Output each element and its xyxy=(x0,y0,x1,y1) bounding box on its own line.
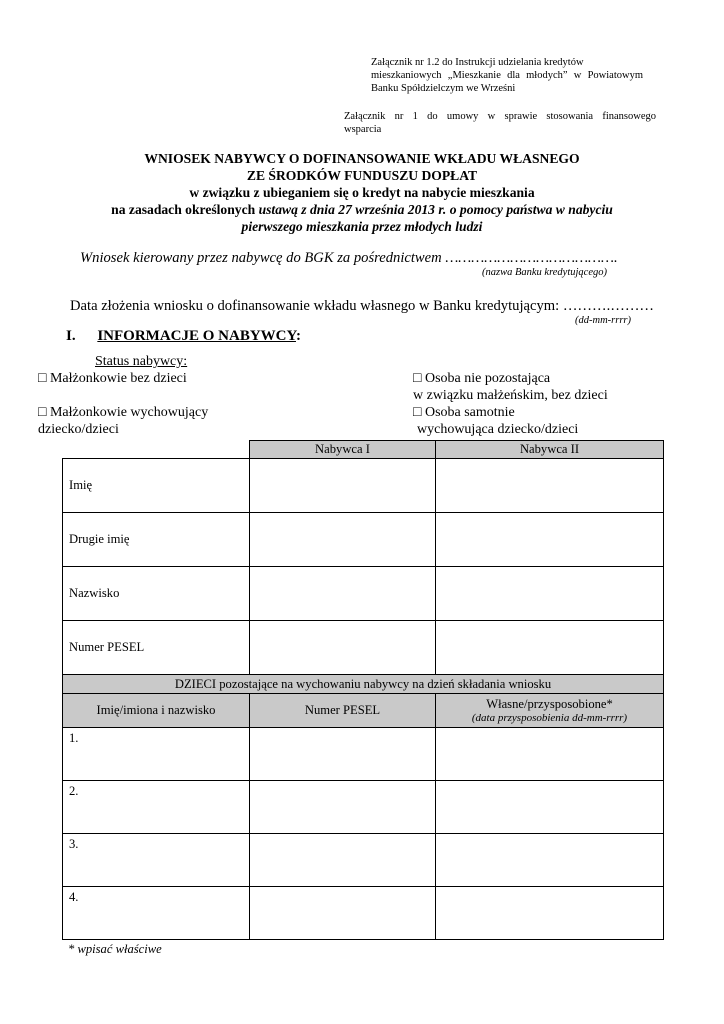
child-1-pesel-field[interactable] xyxy=(250,728,436,781)
row-label-pesel: Numer PESEL xyxy=(63,621,250,675)
title-line: ZE ŚRODKÓW FUNDUSZU DOPŁAT xyxy=(246,168,478,183)
title-line xyxy=(60,201,664,218)
column-header-subtext: (data przysposobienia dd-mm-rrrr) xyxy=(471,711,628,724)
child-row-number: 1. xyxy=(63,728,250,781)
section-number: I. xyxy=(66,328,76,344)
children-section-heading: DZIECI pozostające na wychowaniu nabywcy na dzień składania wniosku xyxy=(63,675,664,694)
status-option-text: wychowująca dziecko/dzieci xyxy=(417,422,579,437)
annex-note-line: Załącznik nr 1 do umowy w sprawie stosowania finansowego xyxy=(344,111,656,122)
children-header-row xyxy=(63,694,664,728)
section-heading xyxy=(66,328,301,345)
title-line-italic: pierwszego mieszkania przez młodych ludzi xyxy=(241,219,483,234)
column-header-child-status xyxy=(436,694,664,728)
child-1-status-field[interactable] xyxy=(436,728,664,781)
pesel-buyer-1-field[interactable] xyxy=(250,621,436,675)
empty-corner-cell xyxy=(63,441,250,459)
table-row xyxy=(63,567,664,621)
second-name-buyer-1-field[interactable] xyxy=(250,513,436,567)
submission-date-statement: Data złożenia wniosku o dofinansowanie wkładu własnego w Banku kredytującym: ……….……… xyxy=(70,298,655,314)
column-header-buyer-2: Nabywca II xyxy=(436,441,664,459)
bank-name-hint: (nazwa Banku kredytującego) xyxy=(482,267,607,278)
annex-note-line: Banku Spółdzielczym we Wrześni xyxy=(371,83,516,94)
title-line: w związku z ubieganiem się o kredyt na nabycie mieszkania xyxy=(189,185,535,200)
status-option-text: dziecko/dzieci xyxy=(38,422,119,437)
status-option-text: □ Małżonkowie wychowujący xyxy=(38,405,209,420)
surname-buyer-1-field[interactable] xyxy=(250,567,436,621)
status-option-married-no-children[interactable]: □ Małżonkowie bez dzieci xyxy=(38,371,187,386)
status-option-text: □ Osoba samotnie xyxy=(413,405,515,420)
section-title: INFORMACJE O NABYWCY xyxy=(97,328,296,344)
table-row xyxy=(63,513,664,567)
table-row xyxy=(63,459,664,513)
column-header-child-pesel: Numer PESEL xyxy=(250,694,436,728)
title-line: WNIOSEK NABYWCY O DOFINANSOWANIE WKŁADU WŁASNEGO xyxy=(144,151,580,166)
table-row xyxy=(63,728,664,781)
status-label: Status nabywcy: xyxy=(95,354,188,369)
pesel-buyer-2-field[interactable] xyxy=(436,621,664,675)
children-heading-row xyxy=(63,675,664,694)
column-header-child-name: Imię/imiona i nazwisko xyxy=(63,694,250,728)
row-label-surname: Nazwisko xyxy=(63,567,250,621)
title-line-part: na zasadach określonych xyxy=(111,202,259,217)
status-option-single-parent[interactable] xyxy=(413,404,578,438)
surname-buyer-2-field[interactable] xyxy=(436,567,664,621)
title-line-italic: ustawą z dnia 27 września 2013 r. o pomocy państwa w nabyciu xyxy=(258,202,613,217)
column-header-text: Własne/przysposobione* xyxy=(486,696,613,711)
footnote: * wpisać właściwe xyxy=(68,942,162,956)
child-4-status-field[interactable] xyxy=(436,887,664,940)
status-option-text: □ Osoba nie pozostająca xyxy=(413,371,551,386)
status-option-married-with-children[interactable] xyxy=(38,404,208,438)
date-format-hint: (dd-mm-rrrr) xyxy=(575,315,631,326)
section-colon: : xyxy=(295,328,301,344)
row-label-first-name: Imię xyxy=(63,459,250,513)
buyer-form-table xyxy=(62,440,664,940)
first-name-buyer-2-field[interactable] xyxy=(436,459,664,513)
table-row xyxy=(63,781,664,834)
document-title xyxy=(60,150,664,235)
child-4-pesel-field[interactable] xyxy=(250,887,436,940)
annex-note-line: mieszkaniowych „Mieszkanie dla młodych” w Powiatowym xyxy=(371,70,643,81)
table-row xyxy=(63,834,664,887)
first-name-buyer-1-field[interactable] xyxy=(250,459,436,513)
status-option-single-no-children[interactable] xyxy=(413,370,608,404)
child-3-pesel-field[interactable] xyxy=(250,834,436,887)
status-option-text: w związku małżeńskim, bez dzieci xyxy=(413,388,608,403)
annex-note-line: Załącznik nr 1.2 do Instrukcji udzielania kredytów xyxy=(371,57,584,68)
column-header-buyer-1: Nabywca I xyxy=(250,441,436,459)
buyers-header-row xyxy=(63,441,664,459)
directed-statement: Wniosek kierowany przez nabywcę do BGK za pośrednictwem …………………………………. xyxy=(80,250,618,266)
annex-note-agreement xyxy=(344,110,656,136)
row-label-second-name: Drugie imię xyxy=(63,513,250,567)
annex-note-line: wsparcia xyxy=(344,124,382,135)
child-row-number: 2. xyxy=(63,781,250,834)
title-line xyxy=(60,218,664,235)
child-2-pesel-field[interactable] xyxy=(250,781,436,834)
child-3-status-field[interactable] xyxy=(436,834,664,887)
child-row-number: 3. xyxy=(63,834,250,887)
child-row-number: 4. xyxy=(63,887,250,940)
child-2-status-field[interactable] xyxy=(436,781,664,834)
table-row xyxy=(63,621,664,675)
table-row xyxy=(63,887,664,940)
annex-note-instruction xyxy=(371,56,643,95)
second-name-buyer-2-field[interactable] xyxy=(436,513,664,567)
